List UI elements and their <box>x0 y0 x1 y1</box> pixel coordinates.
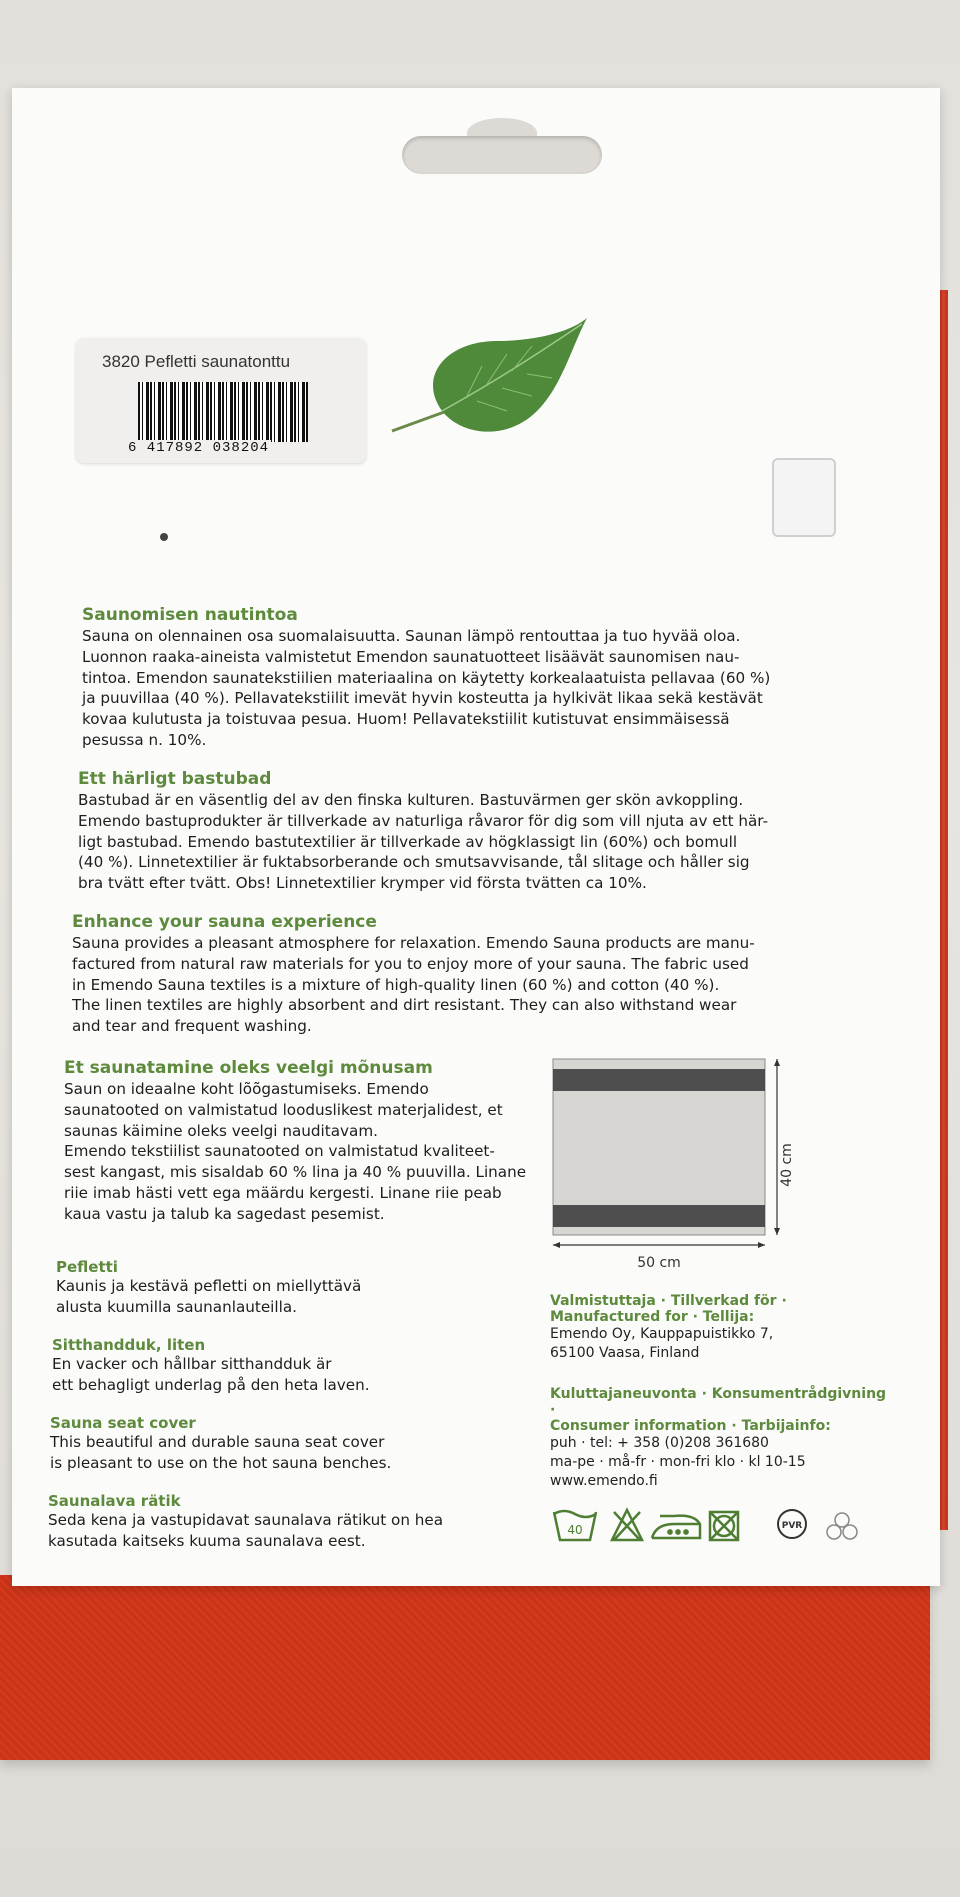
width-label: 50 cm <box>637 1255 681 1271</box>
section-line: sest kangast, mis sisaldab 60 % lina ja 40 % puuvilla. Linane <box>64 1163 527 1182</box>
section-finnish <box>82 604 772 751</box>
section-line: Bastubad är en väsentlig del av den finska kulturen. Bastuvärmen ger skön avkoppling. <box>78 791 744 809</box>
section-line: The linen textiles are highly absorbent and dirt resistant. They can also withstand wear <box>72 996 737 1015</box>
manufacturer-heading-2: Manufactured for · Tellija: <box>550 1309 755 1325</box>
section-line: Emendo tekstiilist saunatooted on valmistatud kvaliteet- <box>64 1142 495 1161</box>
section-line: saunas käimine oleks veelgi nauditavam. <box>64 1121 378 1140</box>
birch-leaf-icon <box>387 316 587 446</box>
product-heading: Pefletti <box>56 1258 118 1276</box>
product-line: is pleasant to use on the hot sauna benches. <box>50 1453 392 1472</box>
no-bleach-icon <box>612 1510 642 1540</box>
manufacturer-info <box>550 1293 880 1363</box>
section-heading: Enhance your sauna experience <box>72 912 377 932</box>
product-heading: Saunalava rätik <box>48 1492 181 1510</box>
consumer-heading-1: Kuluttajaneuvonta · Konsumentrådgivning · <box>550 1386 887 1418</box>
section-line: Sauna provides a pleasant atmosphere for relaxation. Emendo Sauna products are manu- <box>72 934 755 952</box>
section-line: pesussa n. 10%. <box>82 730 207 749</box>
recycle-icon <box>827 1513 857 1539</box>
price-sticker <box>76 338 366 463</box>
section-heading: Ett härligt bastubad <box>78 769 272 789</box>
product-line: En vacker och hållbar sitthandduk är <box>52 1355 332 1373</box>
section-line: saunatooted on valmistatud looduslikest materjalidest, et <box>64 1100 503 1119</box>
consumer-line: puh · tel: + 358 (0)208 361680 <box>550 1435 769 1451</box>
section-line: and tear and frequent washing. <box>72 1017 312 1036</box>
section-line: Emendo bastuprodukter är tillverkade av naturliga råvaror för dig som vill njuta av ett här- <box>78 811 769 830</box>
care-symbols <box>552 1502 882 1548</box>
section-estonian <box>64 1057 544 1225</box>
consumer-info <box>550 1386 890 1491</box>
section-line: factured from natural raw materials for you to enjoy more of your sauna. The fabric used <box>72 954 749 973</box>
dimension-diagram <box>545 1055 795 1275</box>
section-line: kaua vastu ja talub ka sagedast pesemist. <box>64 1204 385 1223</box>
product-heading: Sauna seat cover <box>50 1414 196 1432</box>
section-line: ja puuvillaa (40 %). Pellavatekstiilit imevät hyvin kosteutta ja hylkivät likaa sekä kestävät <box>82 689 763 708</box>
manufacturer-line: Emendo Oy, Kauppapuistikko 7, <box>550 1326 774 1342</box>
section-line: riie imab hästi vett ega määrdu kergesti. Linane riie peab <box>64 1183 502 1202</box>
red-towel <box>0 1575 930 1760</box>
height-label: 40 cm <box>779 1143 795 1187</box>
iron-icon <box>652 1516 700 1538</box>
product-line: alusta kuumilla saunanlauteilla. <box>56 1297 297 1316</box>
section-line: tintoa. Emendon saunatekstiilien materiaalina on käytetty korkealaatuista pellavaa (60 %) <box>82 668 771 687</box>
sticker-title: 3820 Pefletti saunatonttu <box>102 352 291 371</box>
no-tumble-dry-icon <box>710 1512 738 1540</box>
consumer-line: www.emendo.fi <box>550 1473 658 1489</box>
dot-mark <box>160 533 168 541</box>
wash-temp: 40 <box>567 1523 583 1537</box>
barcode-number: 6 417892 038204 <box>128 440 270 456</box>
barcode <box>138 382 308 442</box>
product-heading: Sitthandduk, liten <box>52 1336 206 1354</box>
product-line: Seda kena ja vastupidavat saunalava rätikut on hea <box>48 1511 444 1529</box>
section-english <box>72 911 782 1037</box>
hang-hole <box>402 136 602 174</box>
section-line: Luonnon raaka-aineista valmistetut Emendon saunatuotteet lisäävät saunomisen nau- <box>82 647 740 666</box>
product-line: This beautiful and durable sauna seat cover <box>50 1433 385 1451</box>
product-line: ett behagligt underlag på den heta laven. <box>52 1375 370 1394</box>
product-fi <box>56 1258 516 1318</box>
section-line: kovaa kulutusta ja toistuvaa pesua. Huom! Pellavatekstiilit kutistuvat ensimmäisessä <box>82 710 730 729</box>
section-swedish <box>78 768 778 894</box>
section-line: Saun on ideaalne koht lõõgastumiseks. Emendo <box>64 1080 429 1098</box>
consumer-line: ma-pe · må-fr · mon-fri klo · kl 10-15 <box>550 1454 806 1470</box>
section-heading: Saunomisen nautintoa <box>82 605 298 625</box>
wash-40-icon <box>554 1511 596 1540</box>
manufacturer-line: 65100 Vaasa, Finland <box>550 1345 700 1361</box>
pvr-label: PVR <box>781 1521 803 1531</box>
product-et <box>48 1492 528 1552</box>
manufacturer-heading-1: Valmistuttaja · Tillverkad för · <box>550 1293 787 1309</box>
consumer-heading-2: Consumer information · Tarbijainfo: <box>550 1418 831 1434</box>
pvr-recycle-icon <box>778 1510 806 1538</box>
product-line: Kaunis ja kestävä pefletti on miellyttävä <box>56 1277 362 1295</box>
product-en <box>50 1414 510 1474</box>
section-line: ligt bastubad. Emendo bastutextilier är tillverkade av högklassigt lin (60%) och bomull <box>78 832 738 851</box>
hanger-clip <box>772 458 836 537</box>
product-line: kasutada kaitseks kuuma saunalava eest. <box>48 1531 366 1550</box>
section-line: (40 %). Linnetextilier är fuktabsorberande och smutsavvisande, tål slitage och håller sig <box>78 853 750 872</box>
section-line: Sauna on olennainen osa suomalaisuutta. Saunan lämpö rentouttaa ja tuo hyvää oloa. <box>82 627 741 645</box>
section-line: bra tvätt efter tvätt. Obs! Linnetextilier krymper vid första tvätten ca 10%. <box>78 874 647 893</box>
section-heading: Et saunatamine oleks veelgi mõnusam <box>64 1058 433 1078</box>
product-sv <box>52 1336 512 1396</box>
section-line: in Emendo Sauna textiles is a mixture of high-quality linen (60 %) and cotton (40 %). <box>72 975 720 994</box>
